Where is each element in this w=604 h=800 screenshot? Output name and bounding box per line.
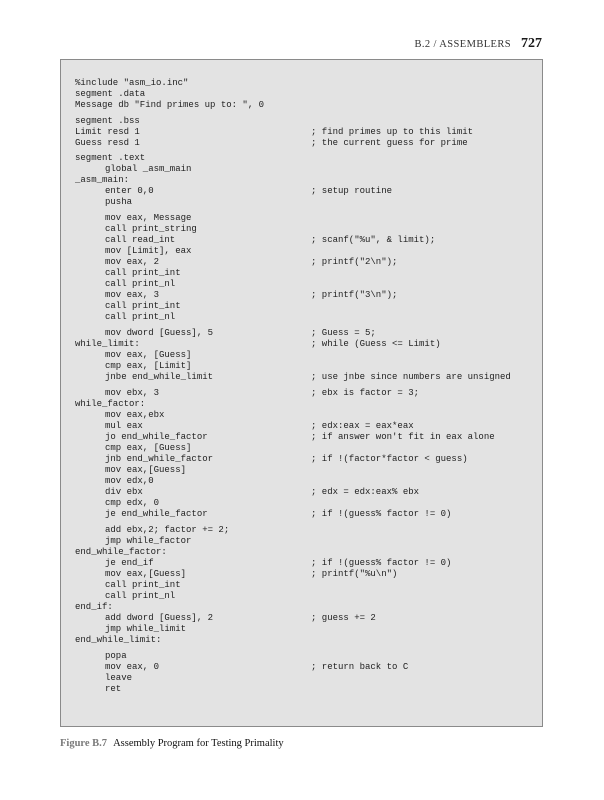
code-text: mov edx,0	[105, 476, 154, 487]
code-comment: ; return back to C	[311, 661, 409, 672]
code-comment: ; edx:eax = eax*eax	[311, 420, 414, 431]
code-text: call print_int	[105, 268, 181, 279]
code-line	[75, 432, 542, 443]
running-header	[414, 36, 542, 52]
code-text: enter 0,0	[105, 186, 154, 197]
code-line	[75, 465, 542, 476]
code-line	[75, 127, 542, 138]
code-text: mov eax,ebx	[105, 409, 165, 420]
code-line	[75, 509, 542, 520]
code-line	[75, 246, 542, 257]
code-text: cmp eax, [Guess]	[105, 442, 192, 453]
code-line	[75, 164, 542, 175]
code-text: end_while_factor:	[75, 546, 167, 557]
code-text: Guess resd 1	[75, 137, 140, 148]
code-text: div ebx	[105, 487, 143, 498]
code-text: segment .text	[75, 153, 146, 164]
code-text: jnb end_while_factor	[105, 454, 214, 464]
code-text: while_limit:	[75, 339, 140, 350]
code-line	[75, 547, 542, 558]
code-line	[75, 290, 542, 301]
code-line	[75, 498, 542, 509]
code-comment: ; use jnbe since numbers are unsigned	[311, 372, 511, 383]
code-text: je end_if	[105, 557, 154, 568]
code-line	[75, 312, 542, 323]
code-comment: ; printf("2\n");	[311, 257, 398, 268]
page-number: 727	[521, 36, 542, 51]
code-line	[75, 153, 542, 164]
figure-label: Figure B.7	[60, 738, 108, 749]
code-text: call print_nl	[105, 591, 176, 602]
code-text: call read_int	[105, 235, 176, 246]
code-line	[75, 624, 542, 635]
code-line	[75, 279, 542, 290]
code-line	[75, 175, 542, 186]
code-comment: ; if !(factor*factor < guess)	[311, 454, 468, 464]
code-line	[75, 186, 542, 197]
code-line	[75, 421, 542, 432]
code-comment: ; find primes up to this limit	[311, 126, 474, 137]
code-text: global _asm_main	[105, 164, 192, 175]
code-text: segment .bss	[75, 115, 140, 126]
code-comment: ; if answer won't fit in eax alone	[311, 431, 495, 442]
code-text: je end_while_factor	[105, 509, 208, 520]
code-comment: ; setup routine	[311, 186, 393, 197]
code-text: ret	[105, 683, 122, 694]
code-line	[75, 257, 542, 268]
code-line	[75, 350, 542, 361]
code-line	[75, 525, 542, 536]
code-line	[75, 388, 542, 399]
code-text: leave	[105, 672, 133, 683]
code-text: end_while_limit:	[75, 635, 162, 646]
section-title: B.2 / ASSEMBLERS	[414, 39, 511, 50]
code-text: Limit resd 1	[75, 126, 140, 137]
code-text: add ebx,2; factor += 2;	[105, 524, 230, 535]
code-comment: ; if !(guess% factor != 0)	[311, 509, 452, 520]
code-line	[75, 399, 542, 410]
figure-caption-text: Assembly Program for Testing Primality	[113, 738, 284, 749]
code-line	[75, 476, 542, 487]
code-line	[75, 328, 542, 339]
code-comment: ; printf("%u\n")	[311, 568, 398, 579]
code-line	[75, 558, 542, 569]
code-text: mov eax, 3	[105, 290, 160, 301]
code-line	[75, 78, 542, 89]
code-text: mov eax,[Guess]	[105, 568, 187, 579]
code-line	[75, 100, 542, 111]
code-text: while_factor:	[75, 398, 146, 409]
code-comment: ; scanf("%u", & limit);	[311, 235, 436, 246]
code-comment: ; while (Guess <= Limit)	[311, 339, 441, 350]
code-text: segment .data	[75, 89, 146, 100]
code-line	[75, 662, 542, 673]
code-text: popa	[105, 650, 127, 661]
code-text: Message db "Find primes up to: ", 0	[75, 100, 265, 111]
code-line	[75, 487, 542, 498]
code-text: mov eax, [Guess]	[105, 350, 192, 361]
code-line	[75, 443, 542, 454]
code-line	[75, 613, 542, 624]
code-text: mov [Limit], eax	[105, 246, 192, 257]
code-text: jnbe end_while_limit	[105, 372, 214, 383]
code-text: mov eax, Message	[105, 213, 192, 224]
code-text: mov dword [Guess], 5	[105, 327, 214, 338]
code-line	[75, 89, 542, 100]
code-text: call print_nl	[105, 279, 176, 290]
code-comment: ; Guess = 5;	[311, 327, 376, 338]
code-line	[75, 138, 542, 149]
code-line	[75, 684, 542, 695]
code-text: mov ebx, 3	[105, 387, 160, 398]
code-text: cmp eax, [Limit]	[105, 361, 192, 372]
code-comment: ; edx = edx:eax% ebx	[311, 487, 420, 498]
code-line	[75, 580, 542, 591]
code-text: end_if:	[75, 602, 113, 613]
code-comment: ; ebx is factor = 3;	[311, 387, 420, 398]
code-line	[75, 591, 542, 602]
code-comment: ; printf("3\n");	[311, 290, 398, 301]
code-line	[75, 361, 542, 372]
code-text: %include "asm_io.inc"	[75, 78, 189, 88]
code-line	[75, 339, 542, 350]
code-listing	[60, 59, 543, 727]
code-comment: ; if !(guess% factor != 0)	[311, 557, 452, 568]
code-text: mov eax, 2	[105, 257, 160, 268]
code-line	[75, 410, 542, 421]
code-line	[75, 635, 542, 646]
code-line	[75, 268, 542, 279]
code-text: mov eax, 0	[105, 661, 160, 672]
code-line	[75, 651, 542, 662]
code-text: call print_int	[105, 580, 181, 591]
code-line	[75, 197, 542, 208]
code-text: mul eax	[105, 420, 143, 431]
code-line	[75, 372, 542, 383]
figure-caption	[60, 738, 284, 749]
code-text: _asm_main:	[75, 175, 130, 186]
code-text: call print_string	[105, 224, 197, 235]
code-line	[75, 224, 542, 235]
code-text: add dword [Guess], 2	[105, 613, 214, 624]
code-text: jo end_while_factor	[105, 431, 208, 442]
code-line	[75, 454, 542, 465]
code-line	[75, 673, 542, 684]
code-comment: ; guess += 2	[311, 613, 376, 624]
code-text: call print_nl	[105, 312, 176, 323]
code-line	[75, 602, 542, 613]
code-line	[75, 213, 542, 224]
code-line	[75, 235, 542, 246]
code-text: jmp while_limit	[105, 624, 187, 635]
code-text: jmp while_factor	[105, 535, 192, 546]
code-text: pusha	[105, 197, 133, 208]
code-text: call print_int	[105, 301, 181, 312]
code-line	[75, 116, 542, 127]
code-line	[75, 569, 542, 580]
code-text: mov eax,[Guess]	[105, 465, 187, 476]
code-line	[75, 301, 542, 312]
code-text: cmp edx, 0	[105, 498, 160, 509]
code-line	[75, 536, 542, 547]
code-comment: ; the current guess for prime	[311, 137, 468, 148]
